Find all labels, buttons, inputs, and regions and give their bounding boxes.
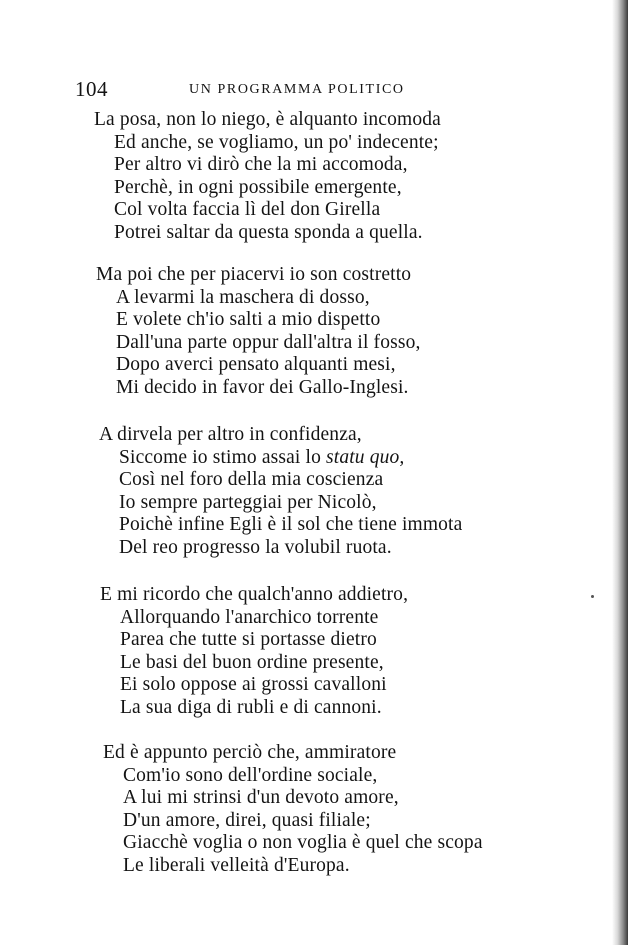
stanza-4 [100, 584, 560, 720]
verse-line: Le basi del buon ordine presente, [120, 651, 384, 673]
verse-line: Dopo averci pensato alquanti mesi, [116, 354, 396, 376]
stanza-2 [96, 264, 556, 400]
verse-line: Le liberali velleità d'Europa. [123, 854, 350, 876]
verse-line: Dall'una parte oppur dall'altra il fosso, [116, 331, 421, 353]
verse-line: Mi decido in favor dei Gallo-Inglesi. [116, 376, 409, 398]
verse-line: A lui mi strinsi d'un devoto amore, [123, 787, 399, 809]
verse-line: Ed è appunto perciò che, ammiratore [103, 742, 397, 763]
verse-line: La posa, non lo niego, è alquanto incomoda [94, 109, 441, 130]
verse-line: Del reo progresso la volubil ruota. [119, 536, 392, 558]
book-spine-shadow [612, 0, 628, 945]
verse-line: Ma poi che per piacervi io son costretto [96, 264, 412, 285]
verse-line: A dirvela per altro in confidenza, [99, 424, 362, 445]
verse-line: Così nel foro della mia coscienza [119, 469, 384, 491]
page-header [75, 77, 545, 103]
verse-line: Ei solo oppose ai grossi cavalloni [120, 674, 387, 696]
running-title: UN PROGRAMMA POLITICO [189, 82, 405, 97]
stanza-5 [103, 742, 563, 878]
verse-line [99, 447, 559, 470]
verse-line: Io sempre parteggiai per Nicolò, [119, 491, 377, 513]
paper-speck [591, 595, 594, 598]
verse-line: E mi ricordo che qualch'anno addietro, [100, 584, 409, 605]
verse-line: Perchè, in ogni possibile emergente, [114, 176, 402, 198]
verse-line: Parea che tutte si portasse dietro [120, 629, 377, 651]
verse-line: A levarmi la maschera di dosso, [116, 286, 370, 308]
verse-line: E volete ch'io salti a mio dispetto [116, 309, 381, 331]
verse-line: La sua diga di rubli e di cannoni. [120, 696, 382, 718]
verse-line: Giacchè voglia o non voglia è quel che scopa [123, 832, 483, 854]
verse-text: Siccome io stimo assai lo [119, 446, 327, 468]
verse-line: Allorquando l'anarchico torrente [120, 606, 379, 628]
page-number: 104 [75, 77, 108, 101]
verse-line: Potrei saltar da questa sponda a quella. [114, 221, 423, 243]
italic-phrase: statu quo, [326, 446, 405, 468]
verse-line: Poichè infine Egli è il sol che tiene immota [119, 514, 463, 536]
stanza-1 [94, 109, 554, 245]
verse-line: Com'io sono dell'ordine sociale, [123, 764, 378, 786]
verse-line: Ed anche, se vogliamo, un po' indecente; [114, 131, 439, 153]
stanza-3 [99, 424, 559, 560]
verse-line: D'un amore, direi, quasi filiale; [123, 809, 371, 831]
verse-line: Col volta faccia lì del don Girella [114, 199, 381, 221]
verse-line: Per altro vi dirò che la mi accomoda, [114, 154, 408, 176]
